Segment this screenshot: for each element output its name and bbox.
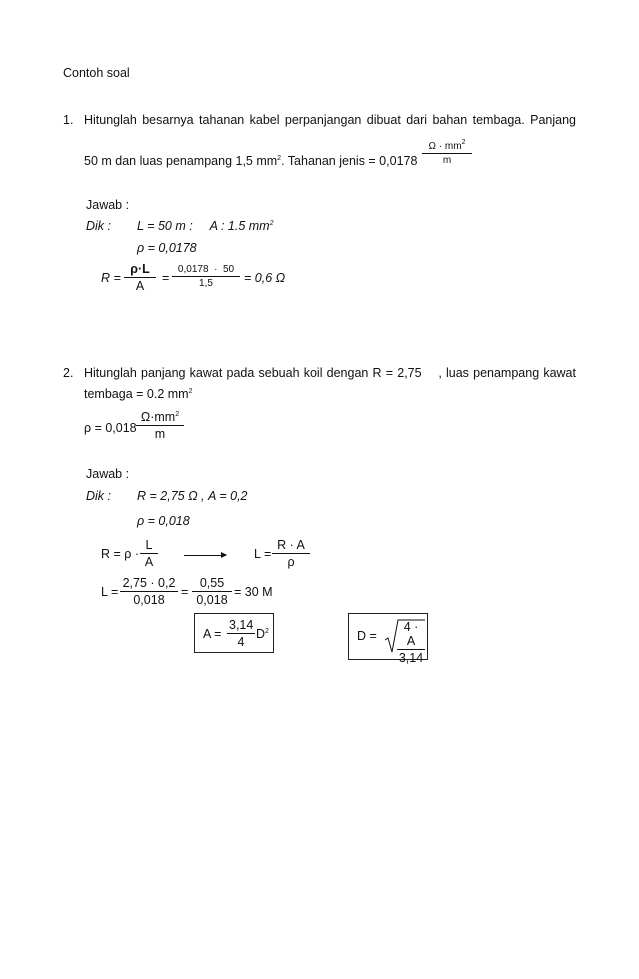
- box1-den: 4: [237, 635, 245, 649]
- q2-formula-right-prefix: L =: [254, 547, 272, 561]
- q1-line1: Hitunglah besarnya tahanan kabel perpanjangan dibuat dari bahan tembaga. Panjang: [84, 113, 576, 127]
- q1-dik-label: Dik :: [86, 219, 111, 233]
- q1-val-den: 1,5: [199, 278, 213, 289]
- box1-suffix: $D^2$: [256, 627, 269, 641]
- q2-rho-prefix: ρ = 0,018: [84, 421, 137, 435]
- q1-jawab: Jawab :: [86, 198, 130, 212]
- arrow-right-icon: [184, 555, 226, 556]
- formula-box-diameter: [348, 613, 428, 665]
- q1-rho: ρ = 0,0178: [137, 241, 197, 255]
- q2-calc-fraction-1: [120, 576, 178, 607]
- q2-rho: ρ = 0,018: [137, 514, 190, 528]
- q1-unit-num: $\Omega \cdot mm^2$: [422, 139, 472, 154]
- q1-dik-text: L = 50 m : A : 1.5 $mm^2$: [137, 219, 274, 233]
- box1-fraction: [227, 618, 255, 649]
- formula-box-area: [194, 613, 274, 653]
- q1-line2-b: . Tahanan jenis = 0,0178: [281, 154, 418, 168]
- q2-calc-prefix: L =: [101, 585, 119, 599]
- q1-unit-fraction: [422, 139, 472, 166]
- box2-num: 4 · A: [397, 620, 425, 650]
- q2-calc-den-1: 0,018: [133, 593, 165, 607]
- box2-prefix: D =: [357, 629, 377, 643]
- q2-dik-text: R = 2,75 Ω , A = 0,2: [137, 489, 248, 503]
- q2-calc-num-2: 0,55: [192, 576, 232, 592]
- q1-r-label: R =: [101, 271, 121, 285]
- q1-line2-sup: 2: [277, 155, 282, 162]
- q1-val-fraction: [172, 264, 240, 289]
- box1-prefix: A =: [203, 627, 222, 641]
- q2-unit-den: m: [154, 427, 166, 441]
- q2-calc-num-1: 2,75 · 0,2: [120, 576, 178, 592]
- q2-calc-eq: =: [181, 585, 189, 599]
- q2-unit-num: $\Omega\cdot mm^2$: [136, 410, 184, 426]
- q2-calc-den-2: 0,018: [196, 593, 228, 607]
- q2-unit-fraction: [136, 410, 184, 441]
- box2-fraction: [397, 620, 425, 665]
- q2-formula-left-num: L: [140, 538, 158, 554]
- box2-den: 3,14: [398, 651, 424, 665]
- q2-formula-right-den: ρ: [287, 555, 295, 569]
- page-title: Contoh soal: [63, 66, 130, 80]
- q2-number: 2.: [63, 366, 74, 380]
- q2-formula-left-den: A: [144, 555, 154, 569]
- q1-r-frac-den: A: [135, 279, 145, 293]
- q1-r-frac-num: ρ·L: [124, 262, 156, 278]
- q1-r-fraction: [124, 262, 156, 293]
- q2-line1: Hitunglah panjang kawat pada sebuah koil dengan R = 2,75 , luas penampang kawat: [84, 366, 576, 380]
- q1-unit-den: m: [442, 155, 452, 166]
- q2-dik-label: Dik :: [86, 489, 111, 503]
- q2-formula-right-num: R · A: [272, 538, 310, 554]
- q1-number: 1.: [63, 113, 74, 127]
- q2-formula-left-prefix: R = ρ ·: [101, 547, 140, 561]
- q2-calc-fraction-2: [192, 576, 232, 607]
- q1-result: = 0,6 Ω: [244, 271, 286, 285]
- q1-val-num: 0,0178 · 50: [172, 264, 240, 277]
- q1-line2: [84, 154, 417, 168]
- q1-eq1: =: [162, 271, 170, 285]
- q1-line2-a: 50 m dan luas penampang 1,5 mm: [84, 154, 278, 168]
- q2-line2: tembaga = 0.2 $mm^2$: [84, 387, 193, 401]
- q2-calc-result: = 30 M: [234, 585, 273, 599]
- q2-formula-right-fraction: [272, 538, 310, 569]
- box1-num: 3,14: [229, 618, 254, 632]
- q2-jawab: Jawab :: [86, 467, 130, 481]
- q2-formula-left-fraction: [140, 538, 158, 569]
